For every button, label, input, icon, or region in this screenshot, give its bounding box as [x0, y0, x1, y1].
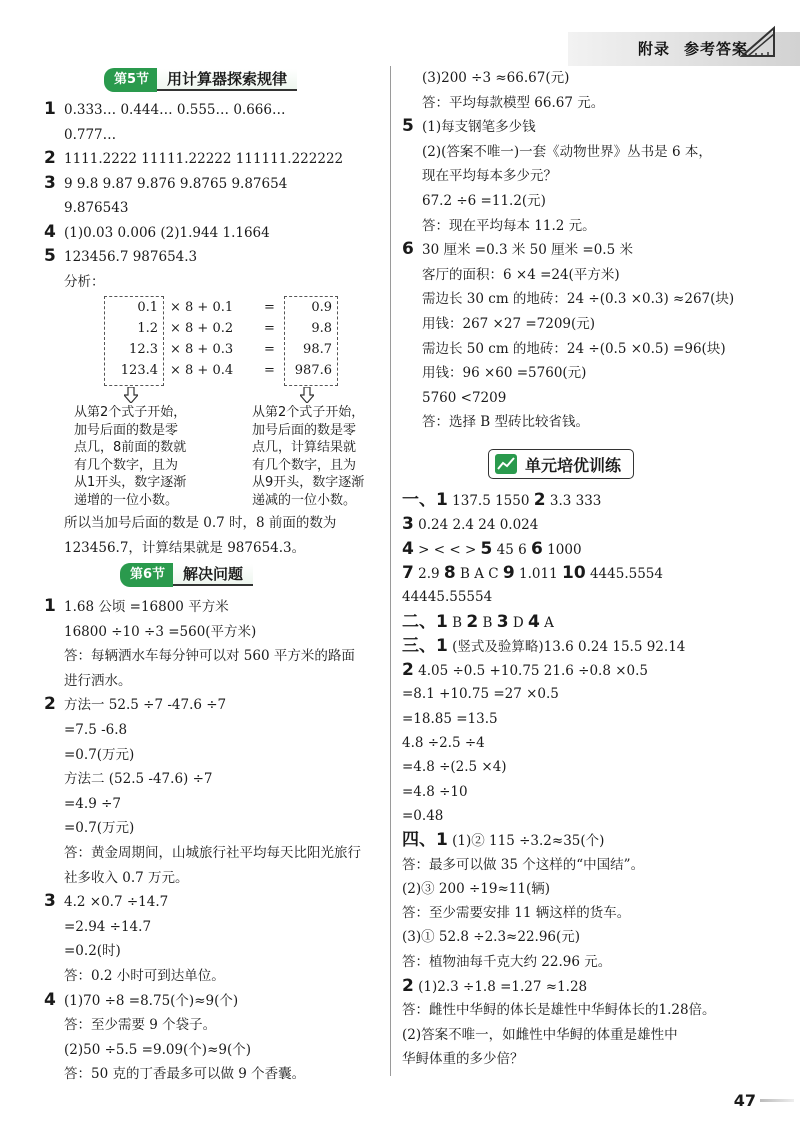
answer-text: 44445.55554	[402, 589, 493, 606]
answer-line: 用钱：267 ×27 =7209(元)	[422, 316, 596, 332]
answer-line: 分析：	[64, 273, 105, 290]
answer-text: =0.48	[402, 807, 444, 824]
pattern-result: 987.6	[294, 363, 332, 378]
answer-text: B A C	[455, 565, 503, 582]
pattern-operation: × 8 + 0.3	[170, 342, 234, 357]
unit-answer-line	[402, 1000, 716, 1020]
answer-line: 需边长 50 cm 的地砖：24 ÷(0.5 ×0.5) =96(块)	[422, 340, 726, 357]
answer-line: 所以当加号后面的数是 0.7 时，8 前面的数为	[64, 515, 337, 531]
answer-text: 答：雌性中华鲟的体长是雄性中华鲟体长的1.28倍。	[402, 1002, 716, 1019]
answer-line: 67.2 ÷6 =11.2(元)	[422, 193, 546, 209]
answer-text: 4.8 ÷2.5 ÷4	[402, 735, 485, 751]
answer-text: 1000	[542, 541, 582, 558]
answer-text: 45 6	[492, 541, 532, 558]
answer-line: 方法二 (52.5 -47.6) ÷7	[64, 771, 213, 788]
header-appendix: 附录	[638, 40, 671, 58]
pattern-operand: 12.3	[129, 342, 158, 357]
unit-answer-line	[402, 539, 582, 560]
answer-line: 社多收入 0.7 万元。	[64, 869, 189, 886]
answer-line: 9 9.8 9.87 9.876 9.8765 9.87654	[64, 175, 288, 192]
answer-text: =8.1 +10.75 =27 ×0.5	[402, 686, 559, 703]
pattern-result: 9.8	[311, 321, 332, 336]
answer-line: 答：黄金周期间，山城旅行社平均每天比阳光旅行	[64, 845, 361, 861]
answer-text: 3.3 333	[545, 493, 602, 509]
question-number: 3	[402, 514, 414, 535]
answer-line: (2)50 ÷5.5 =9.09(个)≈9(个)	[64, 1041, 252, 1058]
section5-title: 用计算器探索规律	[157, 69, 297, 91]
answer-line: 30 厘米 =0.3 米 50 厘米 =0.5 米	[422, 242, 633, 259]
answer-text: 答：至少需要安排 11 辆这样的货车。	[402, 905, 631, 922]
answer-line: 答：平均每款模型 66.67 元。	[422, 94, 605, 111]
unit-answer-line	[402, 1049, 524, 1069]
question-number: 2	[402, 660, 414, 681]
unit-answer-line	[402, 612, 554, 633]
unit-answer-line	[402, 855, 644, 875]
answer-line: =0.7(万元)	[64, 820, 135, 837]
answer-line: 方法一 52.5 ÷7 -47.6 ÷7	[64, 697, 227, 714]
answer-line: 需边长 30 cm 的地砖：24 ÷(0.3 ×0.3) ≈267(块)	[422, 291, 735, 308]
pattern-equals: =	[264, 342, 275, 357]
unit-answer-line	[402, 976, 587, 997]
answer-text: A	[539, 614, 554, 631]
question-number: 5	[402, 116, 414, 137]
answer-line: =0.7(万元)	[64, 746, 135, 763]
pattern-operand: 0.1	[137, 300, 158, 315]
section6-title: 解决问题	[173, 564, 253, 586]
pattern-operation: × 8 + 0.2	[170, 321, 234, 336]
question-number: 4	[402, 538, 414, 559]
answer-text: =4.8 ÷(2.5 ×4)	[402, 759, 507, 776]
answer-text: B	[447, 614, 467, 631]
answer-text: 2.9	[413, 565, 444, 582]
unit-title: 单元培优训练	[525, 455, 622, 475]
answer-text: 137.5 1550	[447, 493, 534, 509]
pattern-equals: =	[264, 321, 275, 336]
question-number: 2	[44, 148, 56, 168]
unit-answer-line	[402, 927, 580, 947]
answer-text: (1)2.3 ÷1.8 =1.27 ≈1.28	[413, 979, 588, 995]
answer-text: (2)③ 200 ÷19≈11(辆)	[402, 880, 550, 897]
answer-line: 9.876543	[64, 200, 129, 216]
answer-line: 现在平均每本多少元？	[422, 168, 557, 185]
unit-answer-line	[402, 806, 443, 826]
question-number: 四、1	[402, 830, 448, 851]
question-number: 3	[496, 611, 509, 632]
answer-line: 4.2 ×0.7 ÷14.7	[64, 894, 169, 911]
answer-line: 客厅的面积：6 ×4 =24(平方米)	[422, 266, 620, 283]
section5-heading	[104, 68, 297, 92]
question-number: 一、1	[402, 490, 448, 510]
answer-text: > < < >	[413, 541, 481, 558]
answer-text: 答：植物油每千克大约 22.96 元。	[402, 953, 612, 970]
unit-answer-line	[402, 684, 559, 704]
answer-text: 华鲟体重的多少倍？	[402, 1050, 524, 1067]
answer-text: =4.8 ÷10	[402, 783, 468, 800]
header-answers: 参考答案	[684, 40, 749, 58]
answer-line: =2.94 ÷14.7	[64, 918, 152, 935]
answer-text: (2)答案不唯一，如雌性中华鲟的体重是雄性中	[402, 1026, 678, 1043]
answer-line: 答：每辆洒水车每分钟可以对 560 平方米的路面	[64, 648, 355, 665]
pattern-operation: × 8 + 0.1	[170, 300, 234, 315]
answer-line: 0.777…	[64, 126, 117, 143]
answer-line: (1)0.03 0.006 (2)1.944 1.1664	[64, 224, 270, 241]
answer-text: 答：最多可以做 35 个这样的“中国结”。	[402, 856, 645, 873]
answer-line: =4.9 ÷7	[64, 795, 121, 812]
pattern-result: 98.7	[303, 342, 332, 357]
unit-answer-line	[402, 563, 663, 584]
ruler-pencil-icon	[738, 22, 778, 62]
section6-badge: 第6节	[120, 563, 173, 587]
answer-line: 123456.7 987654.3	[64, 249, 198, 265]
question-number: 5	[44, 246, 56, 266]
pattern-analysis	[104, 296, 344, 388]
unit-answer-line	[402, 709, 498, 729]
unit-answer-line	[402, 830, 604, 851]
question-number: 3	[44, 891, 56, 912]
answer-line: 答：现在平均每本 11.2 元。	[422, 217, 596, 234]
answer-text: 0.24 2.4 24 0.024	[413, 517, 539, 534]
unit-heading	[488, 449, 634, 479]
unit-answer-line	[402, 1025, 678, 1045]
section5-badge: 第5节	[104, 68, 157, 92]
answer-line: 进行洒水。	[64, 672, 132, 689]
answer-text: 1.011	[514, 565, 562, 582]
down-arrow-icon	[300, 387, 314, 403]
question-number: 4	[44, 221, 56, 242]
section6-heading	[120, 563, 253, 587]
question-number: 6	[531, 538, 543, 559]
unit-answer-line	[402, 514, 538, 535]
unit-answer-line	[402, 636, 685, 657]
question-number: 1	[44, 99, 56, 119]
page-number-rule	[760, 1099, 794, 1102]
answer-line: 1111.2222 11111.22222 111111.222222	[64, 151, 344, 167]
pattern-note-left: 从第2个式子开始， 加号后面的数是零 点几，8前面的数就 有几个数字，且为 从1开头，数字逐渐 递增的一位小数。	[74, 405, 187, 508]
answer-line: 5760 <7209	[422, 389, 507, 406]
unit-answer-line	[402, 879, 550, 899]
answer-line: 答：选择 B 型砖比较省钱。	[422, 414, 590, 431]
unit-answer-line	[402, 660, 648, 681]
answer-line: =0.2(时)	[64, 943, 121, 960]
question-number: 10	[562, 562, 586, 583]
pattern-operation: × 8 + 0.4	[170, 363, 234, 378]
question-number: 1	[44, 596, 56, 616]
answer-line: (1)每支钢笔多少钱	[422, 119, 536, 136]
question-number: 2	[44, 694, 56, 715]
unit-answer-line	[402, 757, 507, 777]
question-number: 5	[480, 538, 493, 559]
question-number: 三、1	[402, 635, 448, 656]
question-number: 二、1	[402, 611, 448, 632]
unit-answer-line	[402, 903, 630, 923]
answer-line: 答：至少需要 9 个袋子。	[64, 1017, 217, 1034]
unit-answer-line	[402, 733, 485, 753]
unit-answer-line	[402, 587, 492, 607]
answer-line: 0.333… 0.444… 0.555… 0.666…	[64, 102, 286, 118]
unit-answer-line	[402, 782, 468, 802]
question-number: 6	[402, 239, 414, 260]
answer-line: (2)(答案不唯一)一套《动物世界》丛书是 6 本，	[422, 143, 712, 160]
unit-answer-line	[402, 490, 601, 511]
pattern-equals: =	[264, 363, 275, 378]
answer-line: 16800 ÷10 ÷3 =560(平方米)	[64, 623, 257, 640]
question-number: 4	[44, 989, 56, 1010]
pattern-note-right: 从第2个式子开始， 加号后面的数是零 点几，计算结果就 有几个数字，且为 从9开头，数字逐渐 递减的一位小数。	[252, 405, 365, 508]
answer-text: 4.05 ÷0.5 +10.75 21.6 ÷0.8 ×0.5	[413, 663, 649, 680]
question-number: 2	[466, 611, 479, 632]
answer-text: (3)① 52.8 ÷2.3≈22.96(元)	[402, 929, 581, 946]
pattern-result: 0.9	[311, 300, 332, 315]
column-divider	[390, 66, 391, 1076]
question-number: 9	[502, 562, 515, 583]
answer-text: 4445.5554	[585, 565, 663, 582]
answer-line: =7.5 -6.8	[64, 722, 128, 738]
answer-line: 1.68 公顷 =16800 平方米	[64, 599, 229, 615]
answer-line: (3)200 ÷3 ≈66.67(元)	[422, 70, 570, 86]
pattern-equals: =	[264, 300, 275, 315]
answer-text: (竖式及验算略)13.6 0.24 15.5 92.14	[447, 638, 686, 655]
answer-line: 答：0.2 小时可到达单位。	[64, 968, 225, 984]
answer-text: B	[478, 614, 497, 631]
answer-text: D	[508, 614, 528, 631]
question-number: 2	[533, 490, 546, 510]
page-number: 47	[733, 1091, 756, 1110]
down-arrow-icon	[124, 387, 138, 403]
answer-line: 123456.7，计算结果就是 987654.3。	[64, 539, 306, 556]
pattern-operand: 123.4	[120, 363, 158, 378]
answer-line: 用钱：96 ×60 =5760(元)	[422, 365, 587, 382]
question-number: 3	[44, 172, 56, 193]
question-number: 2	[402, 976, 414, 996]
chart-icon	[495, 454, 517, 474]
question-number: 8	[443, 562, 456, 583]
answer-line: (1)70 ÷8 =8.75(个)≈9(个)	[64, 992, 239, 1009]
page-header	[568, 18, 800, 76]
question-number: 4	[527, 611, 540, 632]
question-number: 7	[402, 562, 414, 583]
unit-answer-line	[402, 952, 611, 972]
answer-text: (1)② 115 ÷3.2≈35(个)	[447, 833, 605, 850]
pattern-operand: 1.2	[137, 321, 158, 336]
answer-text: =18.85 =13.5	[402, 710, 498, 727]
answer-line: 答：50 克的丁香最多可以做 9 个香囊。	[64, 1066, 306, 1083]
